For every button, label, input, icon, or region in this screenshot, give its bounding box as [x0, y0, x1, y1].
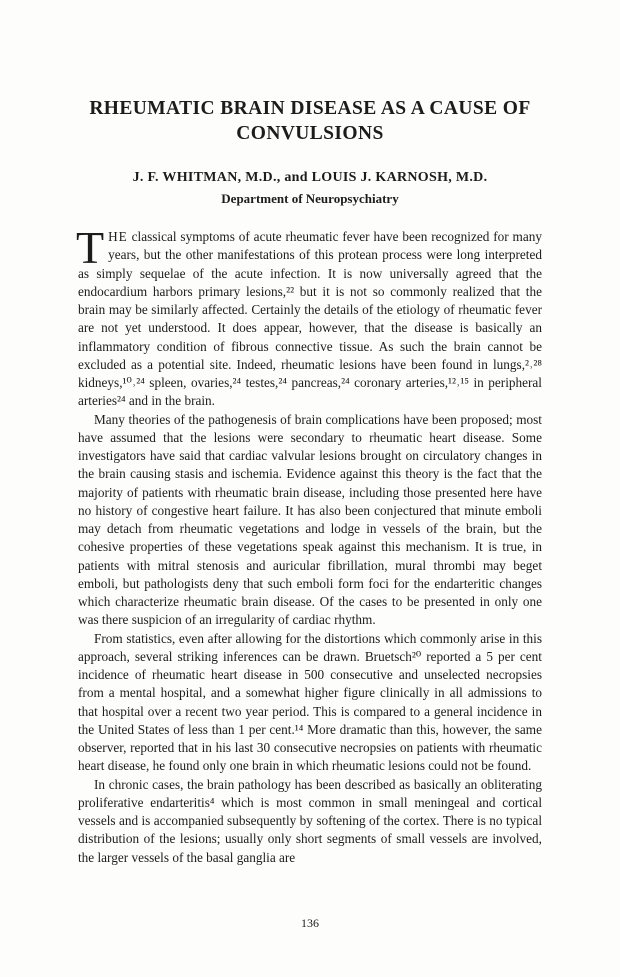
paragraph-4: In chronic cases, the brain pathology has been described as basically an obliterating proliferative endarteritis⁴ which is most common in small meningeal and cortical vessels and is accompanied subsequently by softening of the cortex. There is no typical distribution of the lesions; usually only short segments of small vessels are involved, the larger vessels of the basal ganglia are — [78, 776, 542, 865]
author-department: Department of Neuropsychiatry — [221, 191, 399, 206]
page-number: 136 — [301, 916, 319, 930]
lead-word: HE — [108, 229, 128, 244]
article-authors: J. F. WHITMAN, M.D., and LOUIS J. KARNOSH, M.D. — [132, 170, 488, 185]
paragraph-1-text: classical symptoms of acute rheumatic fever have been recognized for many years, but the other manifestations of this protean process were long interpreted as simply sequelae of the acute infection. It is now universally agreed that the endocardium harbors primary lesions,²² but it is not so commonly realized that the brain may be similarly affected. Certainly the details of the etiology of rheumatic fever are not yet understood. It does appear, however, that the disease is basically an inflammatory condition of fibrous connective tissue. As such the brain cannot be excluded as a potential site. Indeed, rheumatic lesions have been found in lungs,²˒²⁸ kidneys,¹⁰˒²⁴ spleen, ovaries,²⁴ testes,²⁴ pancreas,²⁴ coronary arteries,¹²˒¹⁵ in peripheral arteries²⁴ and in the brain. — [78, 229, 542, 409]
paragraph-1 — [76, 222, 542, 411]
drop-cap: T — [76, 222, 105, 273]
paragraph-2: Many theories of the pathogenesis of brain complications have been proposed; most have assumed that the lesions were secondary to rheumatic heart disease. Some investigators have said that cardiac valvular lesions brought on circulatory changes in the brain causing stasis and ischemia. Evidence against this theory is the fact that the majority of patients with rheumatic brain disease, including those presented here have no history of congestive heart failure. It has also been conjectured that minute emboli may detach from rheumatic vegetations and lodge in vessels of the brain, but the cohesive properties of these vegetations speak against this mechanism. It is true, in patients with mitral stenosis and auricular fibrillation, mural thrombi may beget emboli, but pathologists deny that such emboli form foci for the endarteritic changes which characterize rheumatic brain disease. Of the cases to be presented in only one was there suspicion of an irregularity of cardiac rhythm. — [78, 411, 542, 628]
paragraph-3: From statistics, even after allowing for the distortions which commonly arise in this approach, several striking inferences can be drawn. Bruetsch²⁰ reported a 5 per cent incidence of rheumatic heart disease in 500 consecutive and unselected necropsies from a mental hospital, and a somewhat higher figure clinically in all admissions to that hospital over a recent two year period. This is compared to a general incidence in the United States of less than 1 per cent.¹⁴ More dramatic than this, however, the same observer, reported that in his last 30 consecutive necropsies on patients with rheumatic heart disease, he found only one brain in which rheumatic lesions could not be found. — [78, 630, 542, 774]
article-body — [76, 222, 542, 867]
article-title: RHEUMATIC BRAIN DISEASE AS A CAUSE OF CONVULSIONS — [89, 98, 531, 144]
